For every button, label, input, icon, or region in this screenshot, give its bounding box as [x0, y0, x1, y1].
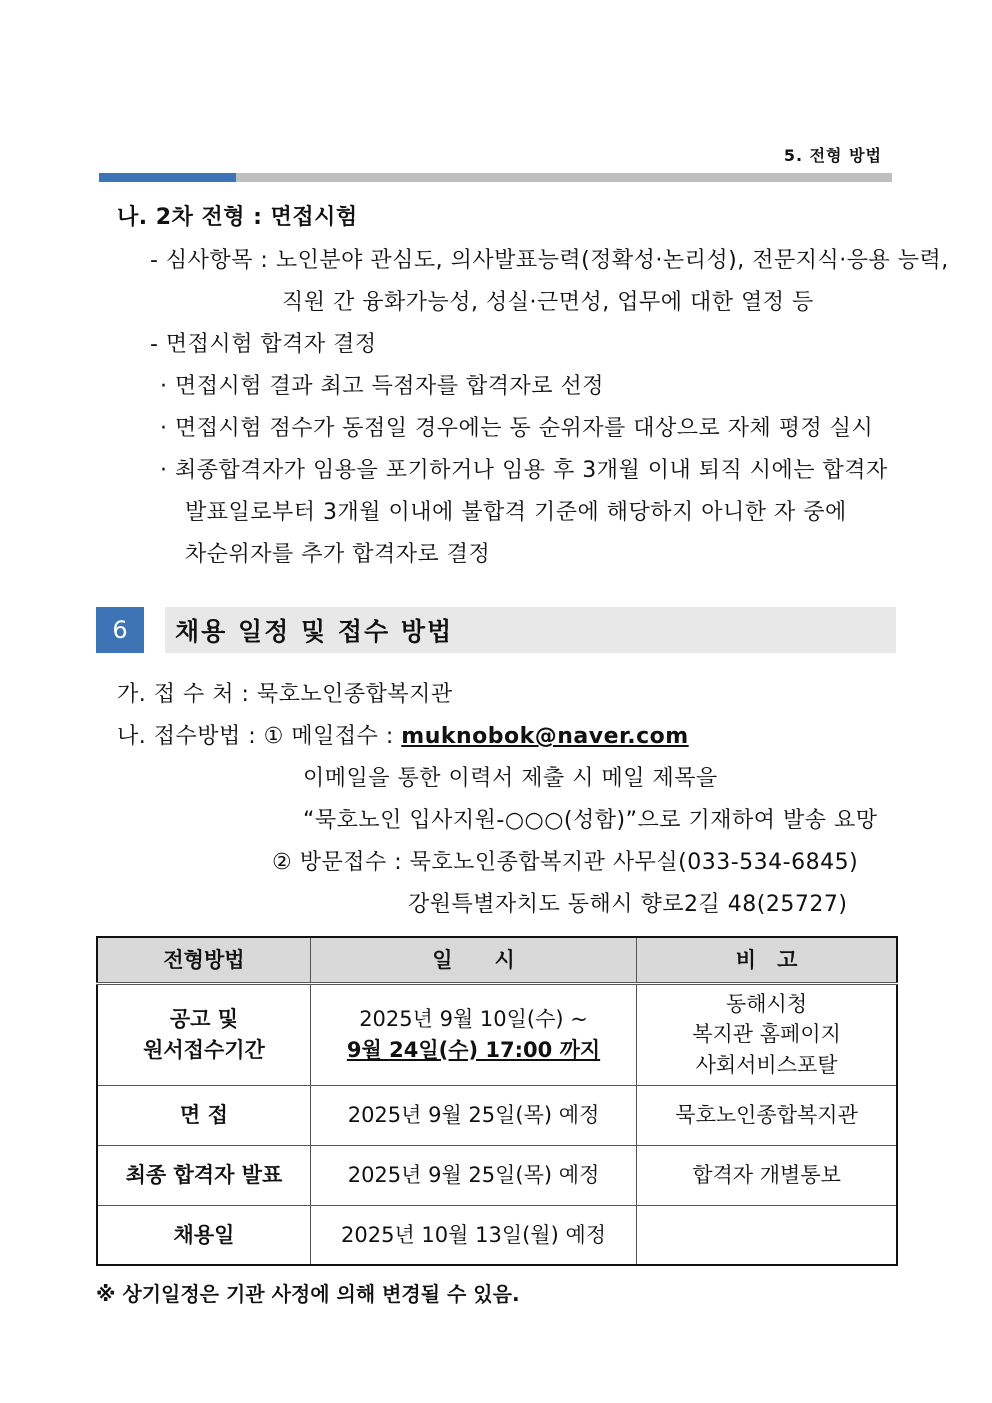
- criteria-line-1: - 심사항목 : 노인분야 관심도, 의사발표능력(정확성·논리성), 전문지식·응용 능력,: [150, 248, 949, 273]
- decision-bullet-1: · 면접시험 결과 최고 득점자를 합격자로 선정: [160, 374, 604, 399]
- decision-heading: - 면접시험 합격자 결정: [150, 332, 377, 357]
- mail-note-2: “묵호노인 입사지원-○○○(성함)”으로 기재하여 발송 요망: [303, 808, 878, 833]
- note-cell: [637, 983, 897, 1085]
- method-line: 원서접수기간: [143, 1037, 265, 1062]
- deadline-line: 9월 24일(수) 17:00 까지: [346, 1037, 601, 1062]
- reception-method: [117, 726, 689, 748]
- note-line: 복지관 홈페이지: [692, 1022, 841, 1047]
- method-cell: 면 접: [97, 1085, 310, 1145]
- date-cell: 2025년 9월 25일(목) 예정: [310, 1085, 636, 1145]
- criteria-line-2: 직원 간 융화가능성, 성실·근면성, 업무에 대한 열정 등: [282, 290, 814, 315]
- table-row: [97, 983, 897, 1085]
- method-cell: 최종 합격자 발표: [97, 1145, 310, 1205]
- date-cell: [310, 983, 636, 1085]
- table-row: [97, 1085, 897, 1145]
- section-title: 채용 일정 및 접수 방법: [165, 607, 896, 653]
- decision-bullet-3-line-1: · 최종합격자가 임용을 포기하거나 임용 후 3개월 이내 퇴직 시에는 합격자: [160, 458, 888, 483]
- footnote: ※ 상기일정은 기관 사정에 의해 변경될 수 있음.: [96, 1282, 520, 1306]
- date-line: 2025년 9월 10일(수) ~: [359, 1007, 588, 1032]
- running-header: 5. 전형 방법: [783, 146, 882, 165]
- date-cell: 2025년 10월 13일(월) 예정: [310, 1205, 636, 1265]
- note-line: 사회서비스포탈: [695, 1052, 838, 1077]
- part-heading: 나. 2차 전형 : 면접시험: [117, 205, 358, 230]
- mail-note-1: 이메일을 통한 이력서 제출 시 메일 제목을: [303, 766, 718, 791]
- header-method: 전형방법: [97, 937, 310, 983]
- note-cell: 합격자 개별통보: [637, 1145, 897, 1205]
- header-note: 비 고: [637, 937, 897, 983]
- method-cell: 채용일: [97, 1205, 310, 1265]
- table-header-row: [97, 937, 897, 983]
- reception-method-prefix: 나. 접수방법 : ① 메일접수 :: [117, 724, 402, 749]
- schedule-table: [96, 936, 898, 1266]
- method-cell: [97, 983, 310, 1085]
- note-line: 동해시청: [725, 991, 808, 1016]
- reception-place: 가. 접 수 처 : 묵호노인종합복지관: [117, 682, 453, 707]
- section-number: 6: [96, 607, 144, 653]
- note-cell: [637, 1205, 897, 1265]
- visit-reception: ② 방문접수 : 묵호노인종합복지관 사무실(033-534-6845): [272, 850, 859, 875]
- decision-bullet-3-line-3: 차순위자를 추가 합격자로 결정: [185, 542, 491, 567]
- decision-bullet-3-line-2: 발표일로부터 3개월 이내에 불합격 기준에 해당하지 아니한 자 중에: [185, 500, 847, 525]
- date-cell: 2025년 9월 25일(목) 예정: [310, 1145, 636, 1205]
- note-cell: 묵호노인종합복지관: [637, 1085, 897, 1145]
- email-link[interactable]: muknobok@naver.com: [401, 724, 689, 749]
- header-date: 일 시: [310, 937, 636, 983]
- table-row: [97, 1145, 897, 1205]
- visit-address: 강원특별자치도 동해시 향로2길 48(25727): [408, 892, 848, 917]
- header-rule: [99, 173, 892, 182]
- method-line: 공고 및: [169, 1007, 239, 1032]
- header-rule-accent: [99, 173, 236, 182]
- decision-bullet-2: · 면접시험 점수가 동점일 경우에는 동 순위자를 대상으로 자체 평정 실시: [160, 416, 874, 441]
- table-row: [97, 1205, 897, 1265]
